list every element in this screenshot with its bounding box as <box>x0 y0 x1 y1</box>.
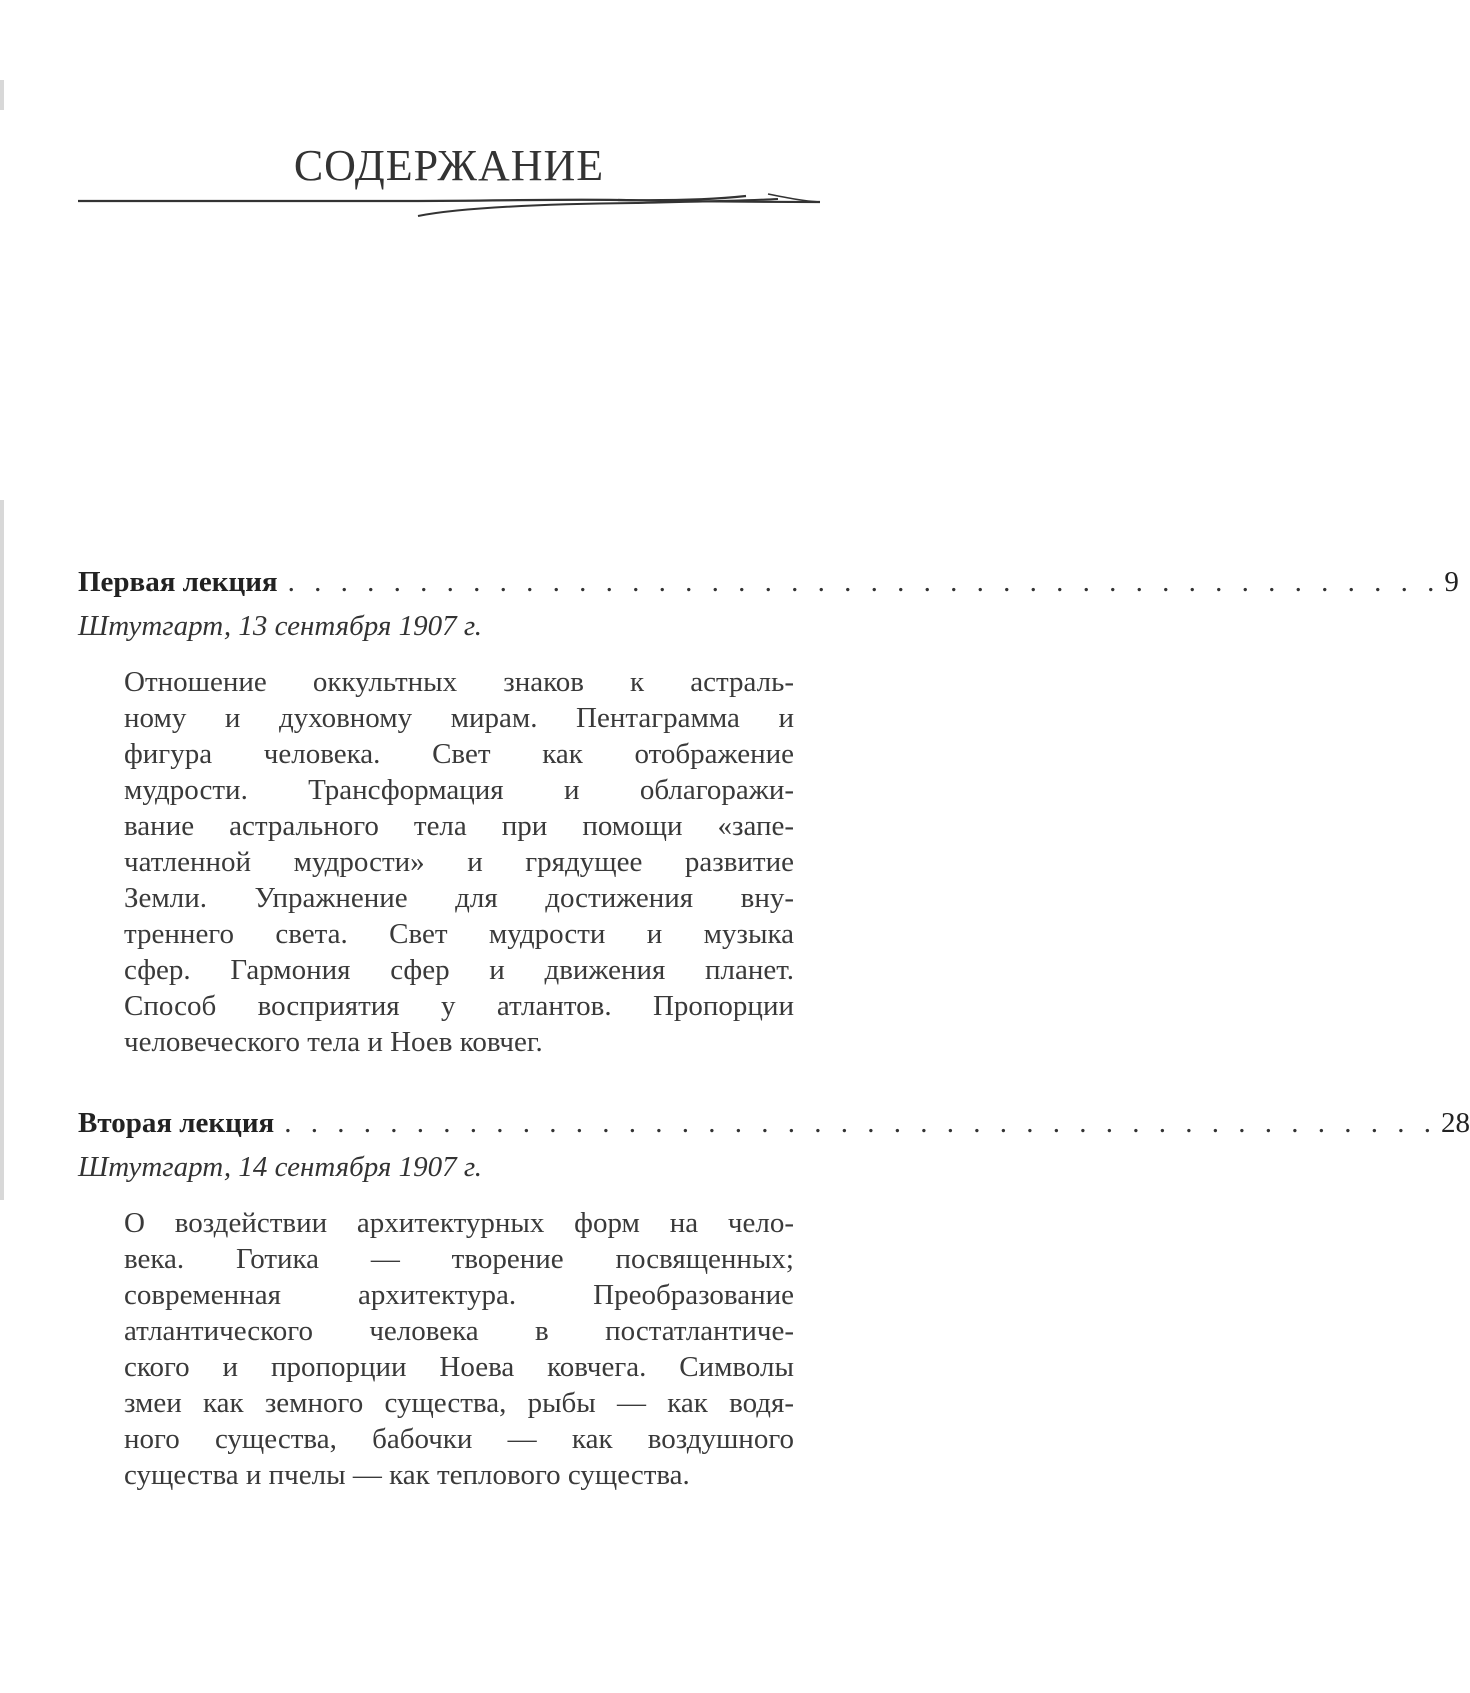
entry-place-date: Штутгарт, 14 сентября 1907 г. <box>78 1151 483 1183</box>
description-line: ского и пропорции Ноева ковчега. Символы <box>124 1351 794 1383</box>
description-line: сфер. Гармония сфер и движения планет. <box>124 954 794 986</box>
toc-entry-line[interactable] <box>78 562 1459 602</box>
page-title: СОДЕРЖАНИЕ <box>293 141 605 190</box>
description-line: современная архитектура. Преобразование <box>124 1279 794 1311</box>
description-line: века. Готика — творение посвященных; <box>124 1243 794 1275</box>
description-line: треннего света. Свет мудрости и музыка <box>124 918 794 950</box>
description-line: Отношение оккультных знаков к астраль- <box>124 666 794 698</box>
dot-leader: . . . . . . . . . . . . . . . . . . . . . . . . . . . . . . . . . . . . . . . . . . . . <box>284 1107 1437 1139</box>
scan-edge-mark <box>0 80 4 110</box>
description-line: мудрости. Трансформация и облагоражи- <box>124 774 794 806</box>
description-line: Земли. Упражнение для достижения вну- <box>124 882 794 914</box>
description-line: фигура человека. Свет как отображение <box>124 738 794 770</box>
entry-description <box>124 664 794 1060</box>
description-line: О воздействии архитектурных форм на чело- <box>124 1207 794 1239</box>
description-line: существа и пчелы — как теплового существа. <box>124 1459 690 1491</box>
toc-entry-line[interactable] <box>78 1103 1470 1143</box>
description-line: атлантического человека в постатлантиче- <box>124 1315 794 1347</box>
description-line: ного существа, бабочки — как воздушного <box>124 1423 794 1455</box>
scan-edge-mark <box>0 500 4 1200</box>
entry-title: Первая лекция <box>78 566 278 598</box>
entry-description <box>124 1205 794 1493</box>
description-line: вание астрального тела при помощи «запе- <box>124 810 794 842</box>
description-line: чатленной мудрости» и грядущее развитие <box>124 846 794 878</box>
toc-entry <box>78 562 1459 1060</box>
description-line: змеи как земного существа, рыбы — как водя- <box>124 1387 794 1419</box>
heading-ornament-line <box>78 196 820 236</box>
description-line: человеческого тела и Ноев ковчег. <box>124 1026 543 1058</box>
description-line: Способ восприятия у атлантов. Пропорции <box>124 990 794 1022</box>
toc-entry <box>78 1103 1470 1493</box>
description-line: ному и духовному мирам. Пентаграмма и <box>124 702 794 734</box>
entry-place-date: Штутгарт, 13 сентября 1907 г. <box>78 610 483 642</box>
dot-leader: . . . . . . . . . . . . . . . . . . . . . . . . . . . . . . . . . . . . . . . . . . . . <box>287 566 1441 598</box>
entry-page-number: 28 <box>1440 1107 1470 1139</box>
entry-title: Вторая лекция <box>78 1107 275 1139</box>
entry-page-number: 9 <box>1444 566 1459 598</box>
